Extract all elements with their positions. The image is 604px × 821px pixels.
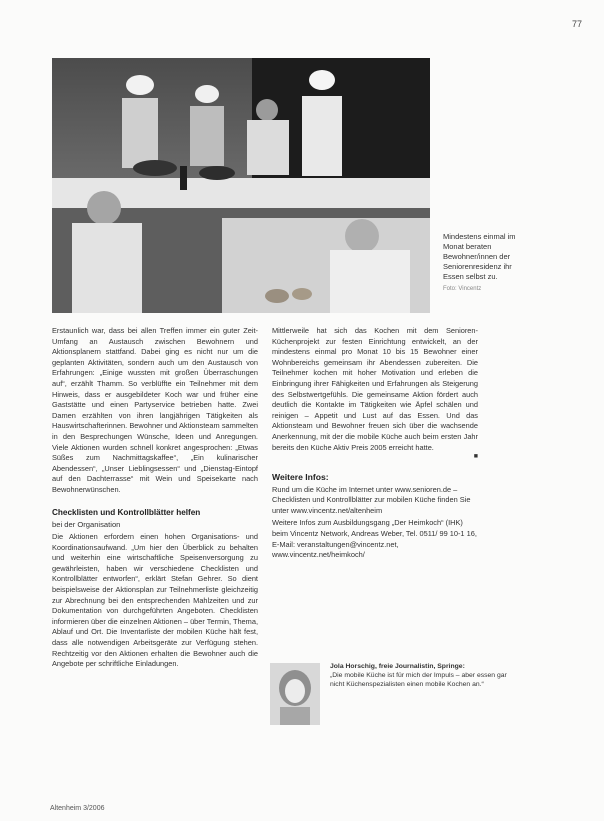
author-name: Jola Horschig, freie Journalistin, Springe: xyxy=(330,663,465,670)
info-training-paragraph: Weitere Infos zum Ausbildungsgang „Der Heimkoch“ (IHK) beim Vincentz Network, Andreas Weber, Tel. 0511/ 99 10-1 16, E-Mail: veranstaltungen@vincentz.net, www.vincentz.net/heimkoch/ xyxy=(272,518,477,560)
info-heading: Weitere Infos: xyxy=(272,472,329,483)
cooking-photo xyxy=(52,58,430,313)
section-heading xyxy=(52,508,258,519)
info-links-paragraph: Rund um die Küche im Internet unter www.senioren.de – Checklisten und Kontrollblätter zur mobilen Küche finden Sie unter www.vincentz.net/altenheim xyxy=(272,484,471,515)
footer-publication: Altenheim 3/2006 xyxy=(50,805,105,812)
article-end-mark: ■ xyxy=(473,453,478,461)
info-box xyxy=(272,485,478,561)
result-paragraph: Mittlerweile hat sich das Kochen mit dem Senioren-Küchenprojekt zur festen Einrichtung entwickelt, an der mindestens einmal pro Monat 10 bis 15 Bewohner einer Wohnbereichs gemeinsam ihr Abendessen zubereiten. Die Teilnehmer kochen mit hoher Motivation und erleben die Einbringung ihrer Fähigkeiten und Erfahrungen als Steigerung des Selbstwertgefühls. Die gemeinsame Aktion fördert auch deutlich die Kontakte im Tätigkeiten wie Äpfel schälen und reinigen – Appetit und Lust auf das Essen. Und das Aktionsteam und Bewohner freuen sich über die wachsende Anerkennung, mit der die mobile Küche auch beim ersten Jahr bereits den Küche Aktiv Preis 2005 erreicht hatte. xyxy=(272,326,478,452)
author-portrait xyxy=(270,663,320,725)
section-heading-text: Checklisten und Kontrollblätter helfen xyxy=(52,507,201,517)
photo-caption-text: Mindestens einmal im Monat beraten Bewohner/innen der Seniorenresidenz ihr Essen selbst zu. xyxy=(443,232,516,281)
left-column xyxy=(52,326,258,670)
right-column xyxy=(272,326,478,561)
organisation-paragraph: Die Aktionen erfordern einen hohen Organisations- und Koordinationsaufwand. „Um hier den Überblick zu behalten und weiterhin eine wirtschaftliche Speisenversorgung zu gewährleisten, haben wir verschiedene Checklisten und Kontrollblätter entworfen“, erklärt Stefan Gehrer. So dient beispielsweise der Aktionsplan zur Teilnehmerliste gleichzeitig zur Abrechnung bei den entsprechenden Mahlzeiten und zur Dokumentation von durchgeführten Angeboten. Checklisten informieren über die einzelnen Aktionen – über Termin, Thema, Ablauf und Ort. Die Inventarliste der mobilen Küche hält fest, dass alle notwendigen Arbeitsgeräte zur Verfügung stehen. Rechtzeitig vor den Aktionen erhalten die Bewohner auch die Angebote per schriftliche Einladungen. xyxy=(52,532,258,669)
intro-paragraph: Erstaunlich war, dass bei allen Treffen immer ein guter Zeit-Umfang an Austausch zwischen Bewohnern und Aktionsplanern stattfand. Dabei ging es nicht nur um die geplanten Aktivitäten, sondern auch um den Austausch von Erfahrungen: „Einige wussten mit großen Überraschungen auf“, erzählt Thamm. So verblüffte ein Teilnehmer mit dem Hinweis, dass er ausgebildeter Koch war und früher eine Gaststätte und einen Partyservice betrieben hatte. Zwei Damen erzählten von ihren langjährigen Tätigkeiten als Hauswirtschafterinnen. Bewohner und Aktionsteam sammelten in den Besprechungen Wünsche, Ideen und Anregungen. Viele Aktionen wurden schnell konkret angesprochen: „Etwas Süßes zum Nachmittagskaffee“, „Ein kulinarischer Abendessen“, „Unser Lieblingsessen“ und „Dienstag-Eintopf auf den Dachterrasse“ mit Wein und Speisekarte nach Bewohnerwünschen. xyxy=(52,326,258,494)
photo-caption xyxy=(443,232,523,294)
author-box xyxy=(270,660,530,724)
author-quote: „Die mobile Küche ist für mich der Impuls – aber essen gar nicht Küchenspezialisten einen mobile Kochen an.“ xyxy=(330,672,507,688)
cooking-photo-image xyxy=(52,58,430,313)
section-subheading: bei der Organisation xyxy=(52,520,121,529)
author-portrait-image xyxy=(270,663,320,725)
author-bio xyxy=(330,662,518,689)
photo-credit: Foto: Vincentz xyxy=(443,286,482,292)
page-number: 77 xyxy=(571,19,582,29)
